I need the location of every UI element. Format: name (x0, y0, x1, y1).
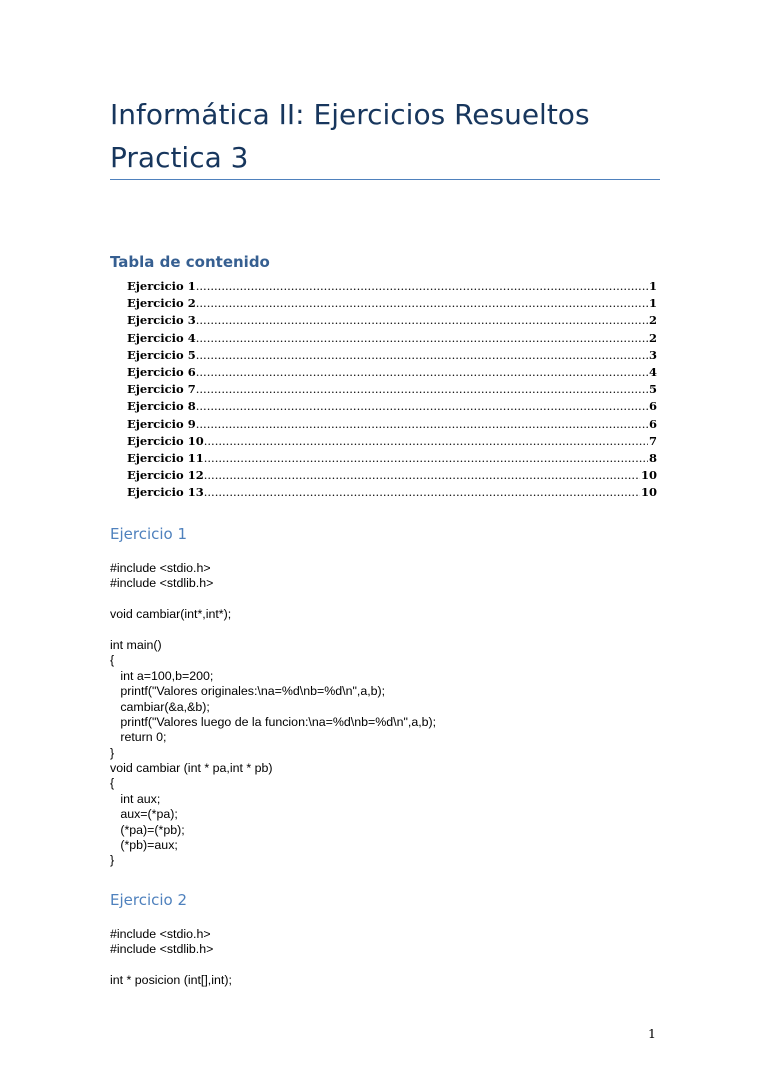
toc-entry-page: 3 (648, 347, 657, 362)
code-line: void cambiar(int*,int*); (110, 607, 232, 622)
toc-entry[interactable] (127, 484, 657, 501)
toc-dot-leader (204, 484, 640, 501)
toc-entry[interactable] (127, 312, 657, 329)
code-line (110, 958, 670, 973)
toc-entry-label: Ejercicio 6 (127, 364, 196, 379)
toc-entry-label: Ejercicio 7 (127, 382, 196, 397)
toc-dot-leader (196, 381, 648, 398)
toc-entry-label: Ejercicio 13 (127, 485, 204, 500)
page-number: 1 (648, 1026, 656, 1041)
toc-entry[interactable] (127, 295, 657, 312)
toc-dot-leader (196, 398, 648, 415)
code-line: #include <stdlib.h> (110, 576, 214, 591)
code-line: } (110, 853, 115, 868)
toc-entry-label: Ejercicio 2 (127, 296, 196, 311)
toc-dot-leader (196, 364, 648, 381)
toc-entry[interactable] (127, 398, 657, 415)
toc-entry-label: Ejercicio 5 (127, 347, 196, 362)
toc-entry-page: 2 (648, 313, 657, 328)
toc-entry-label: Ejercicio 8 (127, 399, 196, 414)
toc-entry-page: 5 (648, 382, 657, 397)
toc-entry[interactable] (127, 467, 657, 484)
toc-entry-page: 4 (648, 364, 657, 379)
code-line: { (110, 653, 115, 668)
toc-entry-page: 10 (640, 485, 657, 500)
code-line: #include <stdio.h> (110, 561, 211, 575)
toc-entry[interactable] (127, 278, 657, 295)
toc-entry-label: Ejercicio 10 (127, 433, 204, 448)
toc-dot-leader (196, 347, 648, 364)
toc-dot-leader (204, 450, 648, 467)
code-line: #include <stdlib.h> (110, 942, 214, 957)
title-underline (110, 179, 660, 180)
code-block-ejercicio-1 (110, 561, 670, 869)
toc-entry-page: 7 (648, 433, 657, 448)
toc-dot-leader (196, 416, 648, 433)
code-line: int a=100,b=200; (110, 668, 214, 683)
code-line: int aux; (110, 791, 161, 806)
code-line: int main() (110, 637, 162, 652)
toc-entry-label: Ejercicio 9 (127, 416, 196, 431)
toc-entry[interactable] (127, 364, 657, 381)
code-line: aux=(*pa); (110, 807, 178, 822)
section-heading-ejercicio-2: Ejercicio 2 (110, 891, 188, 909)
toc-entry[interactable] (127, 416, 657, 433)
toc-entry-label: Ejercicio 4 (127, 330, 196, 345)
toc-entry-page: 2 (648, 330, 657, 345)
toc-dot-leader (196, 312, 648, 329)
section-heading-ejercicio-1: Ejercicio 1 (110, 525, 188, 543)
code-line: (*pb)=aux; (110, 838, 178, 853)
toc-entry-label: Ejercicio 11 (127, 450, 204, 465)
toc-entry-label: Ejercicio 1 (127, 279, 196, 293)
toc-dot-leader (196, 330, 648, 347)
toc-entry-page: 8 (648, 450, 657, 465)
toc-entry-label: Ejercicio 3 (127, 313, 196, 328)
toc-dot-leader (196, 295, 648, 312)
toc-entry-page: 6 (648, 416, 657, 431)
toc-dot-leader (204, 433, 648, 450)
toc-entry[interactable] (127, 450, 657, 467)
code-line: int * posicion (int[],int); (110, 973, 232, 988)
code-line: cambiar(&a,&b); (110, 699, 210, 714)
code-block-ejercicio-2 (110, 927, 670, 989)
toc-entry[interactable] (127, 433, 657, 450)
toc-entry[interactable] (127, 347, 657, 364)
toc-entry[interactable] (127, 330, 657, 347)
code-line: void cambiar (int * pa,int * pb) (110, 761, 273, 776)
code-line: return 0; (110, 730, 167, 745)
document-title: Informática II: Ejercicios Resueltos Practica 3 (110, 98, 590, 174)
table-of-contents (127, 278, 657, 501)
code-line (110, 623, 670, 638)
code-line (110, 592, 670, 607)
toc-entry-label: Ejercicio 12 (127, 468, 204, 483)
toc-entry-page: 10 (640, 468, 657, 483)
code-line: { (110, 776, 115, 791)
toc-heading: Tabla de contenido (110, 253, 270, 271)
toc-entry-page: 1 (648, 296, 657, 311)
code-line: (*pa)=(*pb); (110, 822, 185, 837)
toc-entry-page: 1 (648, 279, 657, 293)
toc-entry-page: 6 (648, 399, 657, 414)
code-line: printf("Valores luego de la funcion:\na=%d\nb=%d\n",a,b); (110, 714, 437, 729)
code-line: #include <stdio.h> (110, 927, 211, 941)
toc-dot-leader (204, 467, 640, 484)
toc-entry[interactable] (127, 381, 657, 398)
code-line: } (110, 745, 115, 760)
code-line: printf("Valores originales:\na=%d\nb=%d\n",a,b); (110, 684, 386, 699)
toc-dot-leader (196, 278, 648, 295)
